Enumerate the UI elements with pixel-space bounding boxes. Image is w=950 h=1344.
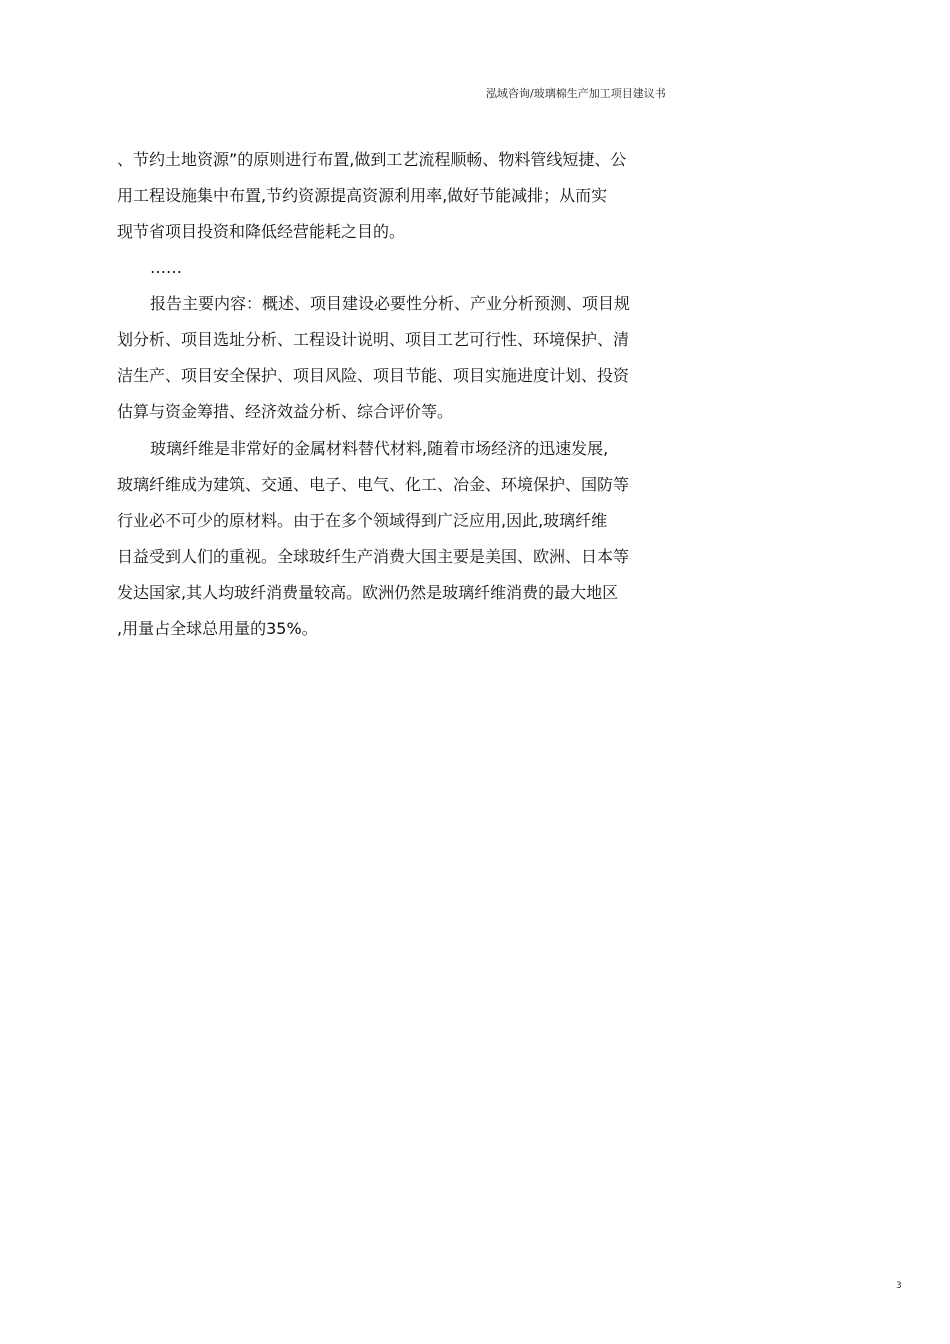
text-line: 玻璃纤维是非常好的金属材料替代材料,随着市场经济的迅速发展, xyxy=(150,439,609,458)
text-line: ,用量占全球总用量的35%。 xyxy=(117,619,318,638)
text-line: 划分析、项目选址分析、工程设计说明、项目工艺可行性、环境保护、清 xyxy=(117,330,630,349)
text-line: 日益受到人们的重视。全球玻纤生产消费大国主要是美国、欧洲、日本等 xyxy=(117,547,630,566)
text-line: 发达国家,其人均玻纤消费量较高。欧洲仍然是玻璃纤维消费的最大地区 xyxy=(117,583,619,602)
text-line: 、节约土地资源”的原则进行布置,做到工艺流程顺畅、物料管线短捷、公 xyxy=(117,150,627,169)
text-line: 玻璃纤维成为建筑、交通、电子、电气、化工、冶金、环境保护、国防等 xyxy=(117,475,630,494)
text-line: 用工程设施集中布置,节约资源提高资源利用率,做好节能减排；从而实 xyxy=(117,186,608,205)
text-line: 现节省项目投资和降低经营能耗之目的。 xyxy=(117,222,406,241)
text-line: 行业必不可少的原材料。由于在多个领域得到广泛应用,因此,玻璃纤维 xyxy=(117,511,608,530)
text-line: 估算与资金筹措、经济效益分析、综合评价等。 xyxy=(117,402,454,421)
ellipsis: …… xyxy=(150,258,182,277)
text-line: 洁生产、项目安全保护、项目风险、项目节能、项目实施进度计划、投资 xyxy=(117,366,630,385)
text-line: 报告主要内容：概述、项目建设必要性分析、产业分析预测、项目规 xyxy=(150,294,631,313)
page-number: 3 xyxy=(896,1281,902,1291)
running-header: 泓域咨询/玻璃棉生产加工项目建议书 xyxy=(486,87,666,100)
